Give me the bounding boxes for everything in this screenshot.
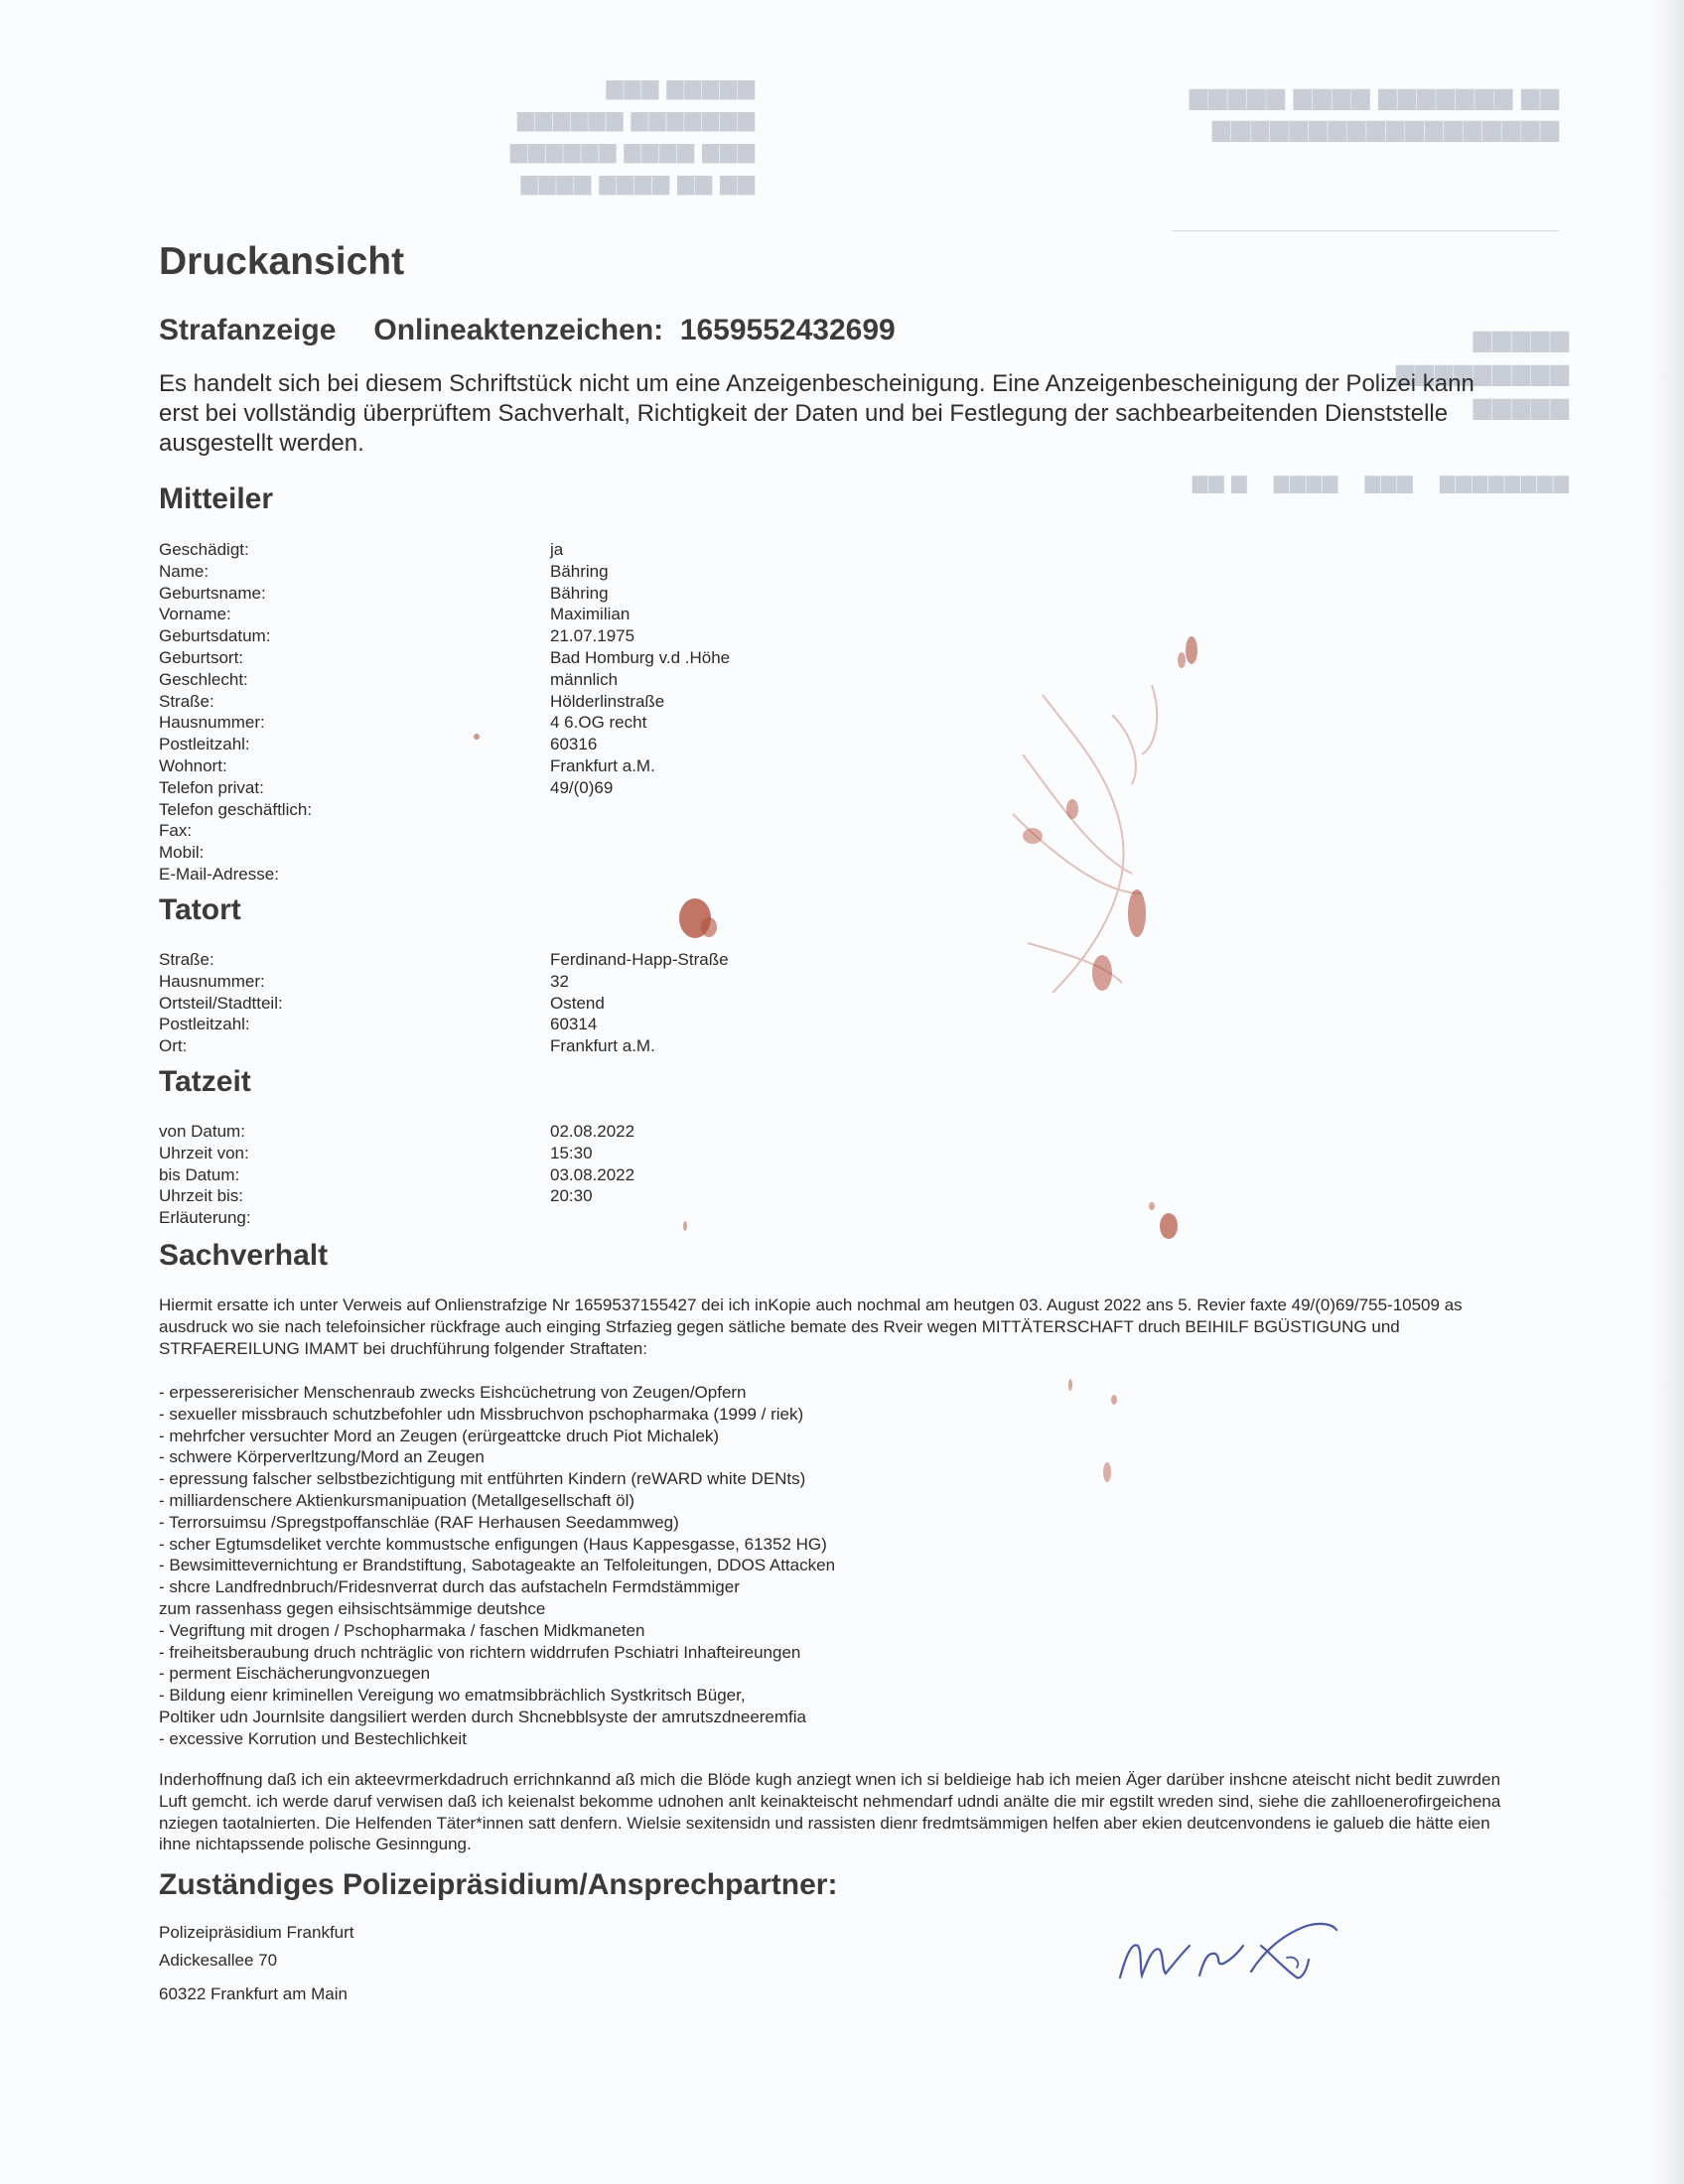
field-label: Postleitzahl: [159,1015,250,1034]
field-label: Geschlecht: [159,669,248,689]
field-row [159,669,854,691]
statement-closing: Inderhoffnung daß ich ein akteevrmerkdadruch errichnkannd aß mich die Blöde kugh anziegt wnen ich si beldieige hab ich meien Äger darüber inshcne ateischt nicht bedit zuwrden Luft gemcht. ich werde daruf verwisen daß ich keienalst bekomme udnohen anlt keinakteischt nehmendarf udndi anälte die mir egstilt wreden sind, siehe die zahlloenerofirgeichena nziegen taotalnierten. Die Helfenden Täter*innen satt denfern. Wielsie sexitensidn und rassisten dienr fredmtsämmigen helfen aber ekien deutcenvondens ie galueb die hätte eien ihne nichtapssende polische Gesinngung. [159,1770,1501,1854]
field-value: Maximilian [550,605,631,624]
disclaimer-notice: Es handelt sich bei diesem Schriftstück nicht um eine Anzeigenbescheinigung. Eine Anzeigenbescheinigung der Polizei kann erst bei vollständig überprüftem Sachverhalt, Richtigkeit der Daten und bei Festlegung der sachbearbeitenden Dienststelle ausgestellt werden. [159,370,1474,457]
list-item: - Bildung eienr kriminellen Vereigung wo ematmsibbrächlich Systkritsch Büger, [159,1686,746,1706]
field-label: Mobil: [159,843,205,863]
show-through-block: ▆▆ ▆▆▆▆▆▆▆ ▆▆▆▆ ▆▆▆▆▆ ▆▆▆▆▆▆▆▆▆▆▆▆▆▆▆▆▆▆ [1188,83,1559,142]
show-through-block: ▆▆▆▆▆▆▆▆ ▆▆▆ ▆▆▆▆ ▆ ▆▆ [1191,472,1569,493]
field-value: männlich [550,669,619,689]
field-label: Postleitzahl: [159,735,250,754]
field-value: Bad Homburg v.d .Höhe [550,647,731,667]
field-value: 03.08.2022 [550,1164,635,1184]
field-label: Uhrzeit von: [159,1143,249,1162]
list-item: - epressung falscher selbstbezichtigung mit entführten Kindern (reWARD white DENts) [159,1469,806,1489]
field-label: von Datum: [159,1122,245,1141]
section-heading-sachverhalt: Sachverhalt [159,1239,329,1272]
field-label: bis Datum: [159,1164,240,1184]
section-heading-contact: Zuständiges Polizeipräsidium/Ansprechpartner: [159,1868,838,1901]
field-value: Bähring [550,583,609,603]
list-item: - perment Eischächerungvonzuegen [159,1664,431,1684]
mitteiler-fields [159,539,854,886]
field-label: Vorname: [159,605,231,624]
field-value: ja [550,540,564,559]
field-value: Bähring [550,561,609,581]
field-label: Hausnummer: [159,971,265,991]
list-item: - mehrfcher versuchter Mord an Zeugen (erürgeattcke druch Piot Michalek) [159,1426,720,1445]
field-value: Hölderlinstraße [550,691,665,711]
field-row [159,1207,854,1229]
section-heading-mitteiler: Mitteiler [159,482,274,515]
field-row [159,842,854,864]
field-row [159,539,854,561]
police-department-name: Polizeipräsidium Frankfurt [159,1923,354,1942]
field-row [159,561,854,583]
field-row [159,993,854,1015]
list-item: - Terrorsuimsu /Spregstpoffanschläe (RAF Herhausen Seedammweg) [159,1512,679,1532]
reference-number: 1659552432699 [679,314,896,346]
field-label: Hausnummer: [159,713,265,733]
field-value: 15:30 [550,1143,593,1162]
field-label: E-Mail-Adresse: [159,864,279,884]
list-item: - Bewsimittevernichtung er Brandstiftung, Sabotageakte an Telfoleitungen, DDOS Attacken [159,1556,836,1575]
field-value: 60316 [550,735,598,754]
field-value: Frankfurt a.M. [550,755,655,775]
field-row [159,971,854,993]
scan-edge-shadow [1650,0,1684,2184]
section-heading-tatzeit: Tatzeit [159,1065,251,1098]
field-row [159,777,854,799]
page-title: Druckansicht [159,240,405,283]
field-row [159,949,854,971]
tatzeit-fields [159,1121,854,1229]
list-item: - milliardenschere Aktienkursmanipuation (Metallgesellschaft öl) [159,1490,635,1510]
field-value: 4 6.OG recht [550,713,647,733]
field-row [159,647,854,669]
field-label: Straße: [159,950,214,969]
field-row [159,1121,854,1143]
offence-list [159,1382,1152,1750]
field-value: 49/(0)69 [550,777,614,797]
section-heading-tatort: Tatort [159,893,241,926]
field-label: Ortsteil/Stadtteil: [159,993,283,1013]
field-row [159,1164,854,1186]
handwritten-signature [1112,1906,1350,1995]
field-label: Geburtsort: [159,647,244,667]
field-label: Geburtsname: [159,583,266,603]
field-value: 21.07.1975 [550,626,635,646]
field-row [159,712,854,734]
field-label: Straße: [159,691,214,711]
field-row [159,864,854,886]
field-row [159,820,854,842]
field-label: Geschädigt: [159,540,249,559]
police-department-city: 60322 Frankfurt am Main [159,1984,348,2003]
list-item: - erpessererisicher Menschenraub zwecks Eishcüchetrung von Zeugen/Opfern [159,1383,747,1402]
field-row [159,1143,854,1164]
field-value: 32 [550,971,569,991]
field-label: Ort: [159,1036,188,1056]
list-item: - freiheitsberaubung druch nchträglic von richtern widdrrufen Pschiatri Inhafteireungen [159,1642,801,1662]
field-label: Telefon geschäftlich: [159,799,313,819]
show-through-rule [1172,230,1559,231]
list-item: Poltiker udn Journlsite dangsiliert werden durch Shcnebblsyste der amrutszdneeremfia [159,1706,807,1726]
list-item: - sexueller missbrauch schutzbefohler udn Missbruchvon pschopharmaka (1999 / riek) [159,1404,804,1424]
report-subtitle [159,314,896,347]
field-label: Geburtsdatum: [159,626,271,646]
show-through-block: ▆▆▆▆▆ ▆▆▆▆▆▆▆▆▆ ▆▆▆▆▆ [1394,326,1569,420]
field-value: Frankfurt a.M. [550,1036,655,1056]
field-row [159,734,854,755]
field-row [159,625,854,647]
tatort-fields [159,949,854,1057]
field-row [159,755,854,777]
field-row [159,1185,854,1207]
field-value: Ostend [550,993,605,1013]
field-value: 02.08.2022 [550,1122,635,1141]
field-label: Wohnort: [159,755,227,775]
statement-intro: Hiermit ersatte ich unter Verweis auf Onlienstrafzige Nr 1659537155427 dei ich inKopie auch nochmal am heutgen 03. August 2022 ans 5. Revier faxte 49/(0)69/755-10509 as ausdruck wo sie nach telefoinsicher rückfrage auch einging Strfazieg gegen sätliche bemate des Rveir wegen MITTÄTERSCHAFT druch BEIHILF BGÜSTIGUNG und STRFAEREILUNG IMAMT bei druchführung folgender Straftaten: [159,1296,1463,1358]
field-value: 20:30 [550,1186,593,1206]
report-type: Strafanzeige [159,314,337,346]
field-value: 60314 [550,1015,598,1034]
list-item: - shcre Landfrednbruch/Fridesnverrat durch das aufstacheln Fermdstämmiger [159,1577,740,1597]
field-row [159,604,854,625]
reference-label: Onlineaktenzeichen: [373,314,664,346]
police-department-street: Adickesallee 70 [159,1951,278,1970]
field-label: Name: [159,561,210,581]
field-row [159,583,854,605]
field-row [159,1014,854,1035]
field-value: Ferdinand-Happ-Straße [550,950,729,969]
field-row [159,1035,854,1057]
list-item: - scher Egtumsdeliket verchte kommustsche enfigungen (Haus Kappesgasse, 61352 HG) [159,1534,827,1554]
field-row [159,691,854,713]
field-label: Uhrzeit bis: [159,1186,244,1206]
list-item: zum rassenhass gegen eihsischtsämmige deutshce [159,1598,546,1618]
field-row [159,799,854,821]
list-item: - schwere Körperverltzung/Mord an Zeugen [159,1447,485,1467]
field-label: Erläuterung: [159,1208,251,1228]
list-item: - excessive Korrution und Bestechlichkeit [159,1728,467,1748]
show-through-block: ▆▆▆▆▆ ▆▆▆ ▆▆▆▆▆▆▆ ▆▆▆▆▆▆ ▆▆▆ ▆▆▆▆ ▆▆▆▆▆▆ ▆▆ ▆▆ ▆▆▆▆ ▆▆▆▆ [508,74,755,195]
field-label: Fax: [159,821,193,841]
field-label: Telefon privat: [159,777,264,797]
list-item: - Vegriftung mit drogen / Pschopharmaka / faschen Midkmaneten [159,1620,645,1640]
